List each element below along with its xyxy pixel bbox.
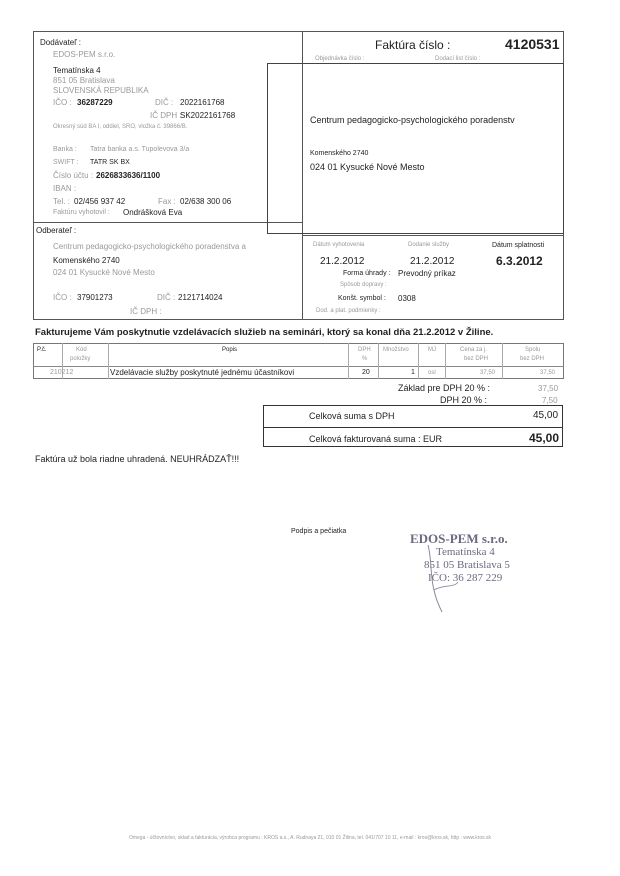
signature-label: Podpis a pečiatka [291,528,347,535]
customer-ico-label: IČO : [53,293,72,302]
frame-left-line [33,31,34,320]
vat-base: 37,50 [538,384,559,393]
supplier-street: Tematínska 4 [53,66,101,75]
customer-name: Centrum pedagogicko-psychologického poradenstva a [53,242,247,251]
customer-ico: 37901273 [77,293,113,302]
frame-top-line [33,31,563,32]
supplier-iban-label: IBAN : [53,184,77,193]
th-cena: Cena za j. [460,347,488,353]
th-pc: P.č. [37,347,47,353]
vat-base-label: Základ pre DPH 20 % : [398,383,491,393]
supplier-swift-label: SWIFT : [53,159,79,166]
supplier-ico-label: IČO : [53,98,72,107]
td-mnozstvo: 1 [411,369,415,376]
table-col-divider-2 [108,343,109,379]
td-spolu: 37,50 [540,370,556,376]
invoiced-total-label: Celková fakturovaná suma : EUR [309,434,443,444]
supplier-dic-label: DIČ : [155,98,174,107]
supplier-registry: Okresný súd BA I, oddiel, SRO, vložka č. 39866/B. [53,124,188,130]
table-col-divider-6 [445,343,446,379]
invoiced-total: 45,00 [529,431,560,445]
payment-method-label: Forma úhrady : [343,270,391,277]
footer-text: Omega - účtovníctvo, sklad a fakturácia, výrobca programu : KROS a.s., A. Rudnaya 21, 010 01 Žilina, tel. 041/707 10 11, e-mail : kros@kros.sk, http : www.kros.sk [128,835,492,841]
delivery-date: 21.2.2012 [410,256,455,267]
td-popis: Vzdelávacie služby poskytnuté jednému účastníkovi [110,368,295,377]
table-col-divider-7 [502,343,503,379]
supplier-fax-label: Fax : [158,197,176,206]
supplier-issuer: Ondrášková Eva [123,208,183,217]
issue-date-label: Dátum vyhotovenia [313,242,365,248]
recipient-street: Komenského 2740 [310,150,369,157]
customer-city: 024 01 Kysucké Nové Mesto [53,268,155,277]
konst-symbol-label: Konšt. symbol : [338,295,386,302]
supplier-tel: 02/456 937 42 [74,197,126,206]
th-mnozstvo: Množstvo [383,347,409,353]
customer-dic: 2121714024 [178,293,223,302]
paid-note: Faktúra už bola riadne uhradená. NEUHRÁDZAŤ!!! [35,454,240,464]
supplier-icdph-label: IČ DPH : [150,111,182,120]
payment-method: Prevodný príkaz [398,269,456,278]
th-mj: MJ [428,347,436,353]
due-date: 6.3.2012 [496,254,543,268]
supplier-account: 2626833636/1100 [96,171,161,180]
frame-bottom-line [33,319,564,320]
th-dph: DPH [358,347,371,353]
supplier-bank-label: Banka : [53,146,77,153]
frame-dates-divider [302,235,564,236]
th-spolu: Spolu [525,347,541,353]
total-with-vat-label: Celková suma s DPH [309,411,395,421]
table-col-divider-3 [348,343,349,379]
th-spolu-bez: bez DPH [520,356,545,362]
supplier-heading: Dodávateľ : [40,38,82,47]
td-dph: 20 [362,369,370,376]
th-dph-pct: % [362,356,368,362]
th-polozky: položky [70,356,91,362]
stamp-line-4: IČO: 36 287 229 [428,572,503,584]
order-number-label: Objednávka číslo : [315,56,365,62]
supplier-tel-label: Tel. : [53,197,70,206]
delivery-note-label: Dodací list číslo : [435,56,481,62]
table-col-divider-5 [418,343,419,379]
recipient-address-box [267,63,564,234]
td-cena: 37,50 [480,370,496,376]
customer-heading: Odberateľ : [36,226,77,235]
supplier-icdph: SK2022161768 [180,111,236,120]
supplier-issuer-label: Faktúru vyhotovil : [53,209,110,216]
supplier-fax: 02/638 300 06 [180,197,232,206]
supplier-dic: 2022161768 [180,98,225,107]
supplier-name: EDOS-PEM s.r.o. [53,50,116,59]
stamp-line-1: EDOS-PEM s.r.o. [410,531,508,546]
konst-symbol: 0308 [398,294,416,303]
recipient-name: Centrum pedagogicko-psychologického poradenstv [310,115,515,125]
customer-dic-label: DIČ : [157,293,176,302]
supplier-account-label: Číslo účtu : [53,171,94,180]
shipping-label: Spôsob dopravy : [340,282,387,288]
signature-scribble-icon [418,540,478,615]
th-cena-bez: bez DPH [464,356,489,362]
supplier-bank: Tatra banka a.s. Tupolevova 3/a [90,146,190,153]
th-popis: Popis [222,347,238,353]
customer-icdph-label: IČ DPH : [130,307,162,316]
td-mj: osl [428,370,436,376]
frame-customer-divider [33,222,303,223]
recipient-city: 024 01 Kysucké Nové Mesto [310,162,425,172]
issue-date: 21.2.2012 [320,256,365,267]
supplier-city: 851 05 Bratislava [53,76,115,85]
supplier-swift: TATR SK BX [90,159,130,166]
terms-label: Dod. a plat. podmienky : [316,308,381,314]
invoice-title: Faktúra číslo : [375,38,451,52]
customer-street: Komenského 2740 [53,256,120,265]
vat-label: DPH 20 % : [440,395,488,405]
due-date-label: Dátum splatnosti [492,242,545,249]
td-kod: 210212 [50,369,74,376]
invoice-number: 4120531 [505,36,560,52]
intro-text: Fakturujeme Vám poskytnutie vzdelávacích služieb na seminári, ktorý sa konal dňa 21.2.2012 v Žiline. [35,327,494,338]
table-col-divider-4 [378,343,379,379]
stamp-line-3: 851 05 Bratislava 5 [424,559,510,571]
th-kod: Kód [76,347,87,353]
vat-amount: 7,50 [542,396,558,405]
supplier-country: SLOVENSKÁ REPUBLIKA [53,86,149,95]
delivery-date-label: Dodanie služby [408,242,450,248]
totals-box-divider [263,427,563,428]
stamp-line-2: Tematínska 4 [436,546,495,558]
total-with-vat: 45,00 [533,410,559,421]
table-header-divider [33,366,564,367]
supplier-ico: 36287229 [77,98,113,107]
